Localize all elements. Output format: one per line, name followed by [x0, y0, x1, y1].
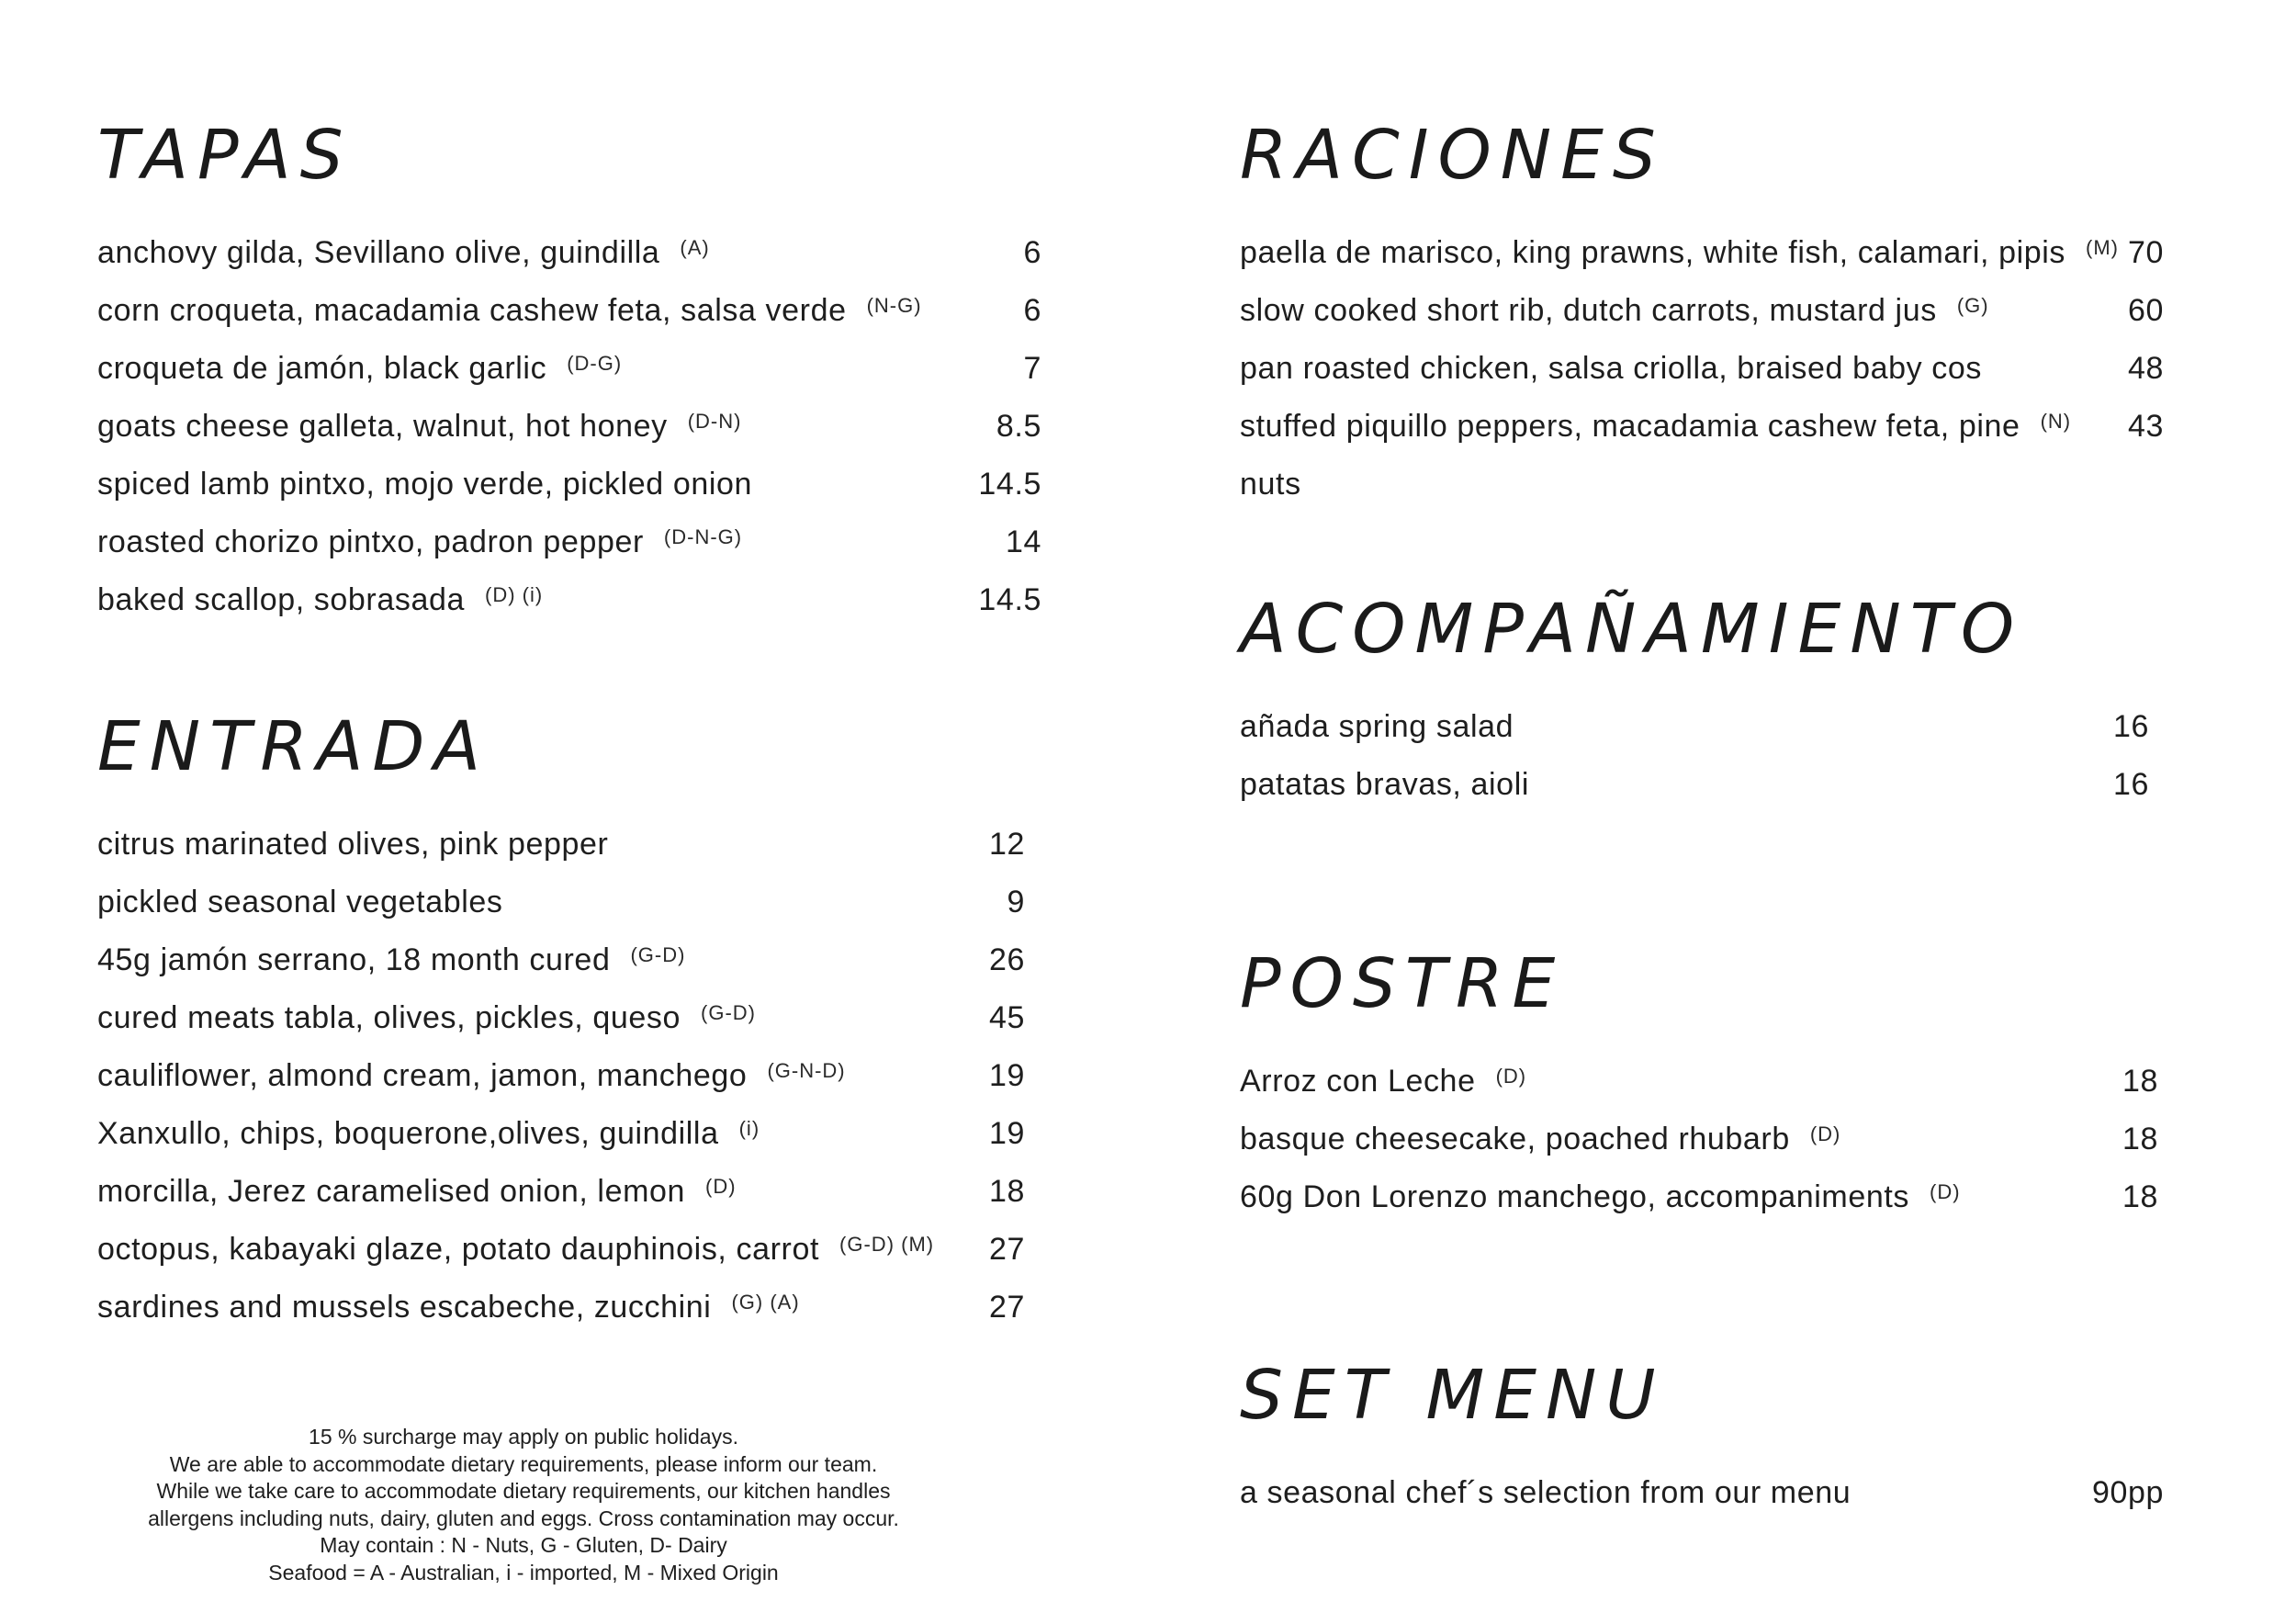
menu-item [1240, 1053, 2158, 1111]
menu-item [1240, 282, 2164, 340]
item-price: 26 [988, 942, 1025, 977]
item-name: cured meats tabla, olives, pickles, queso [97, 1000, 681, 1035]
item-price: 16 [2112, 767, 2149, 802]
item-allergen-tags: (D) [705, 1174, 737, 1198]
item-price: 9 [1007, 885, 1025, 919]
item-price: 43 [2127, 409, 2164, 444]
item-price: 60 [2127, 293, 2164, 328]
footnote-line: Seafood = A - Australian, i - imported, M - Mixed Origin [268, 1560, 779, 1585]
item-allergen-tags: (G-D) [630, 942, 686, 966]
footnote-line: While we take care to accommodate dietary requirements, our kitchen handles [156, 1479, 891, 1503]
item-name: corn croqueta, macadamia cashew feta, salsa verde [97, 293, 847, 328]
item-allergen-tags: (i) [738, 1116, 760, 1140]
menu-item [97, 513, 1041, 571]
item-name: Arroz con Leche [1240, 1064, 1476, 1099]
item-allergen-tags: (N-G) [866, 293, 922, 317]
section-set-menu [1240, 1356, 2164, 1522]
footnote-line: We are able to accommodate dietary requirements, please inform our team. [169, 1451, 878, 1476]
item-price: 27 [988, 1290, 1025, 1325]
item-allergen-tags: (N) [2040, 409, 2072, 433]
item-price: 18 [988, 1174, 1025, 1209]
item-price: 6 [1023, 235, 1041, 270]
section-raciones [1240, 116, 2164, 513]
item-name: goats cheese galleta, walnut, hot honey [97, 409, 668, 444]
item-name: anchovy gilda, Sevillano olive, guindilla [97, 235, 660, 270]
menu-item [97, 282, 1041, 340]
item-price: 16 [2112, 709, 2149, 744]
menu-item [97, 1279, 1025, 1336]
section-title-set-menu: SET MENU [1240, 1356, 1665, 1435]
menu-item [97, 340, 1041, 398]
item-allergen-tags: (D-N-G) [663, 524, 743, 548]
item-price: 48 [2127, 351, 2164, 386]
item-allergen-tags: (G-D) [701, 1000, 757, 1024]
item-name: añada spring salad [1240, 709, 1514, 744]
footnote [92, 1424, 955, 1586]
item-allergen-tags: (D) (i) [485, 582, 544, 606]
item-name: Xanxullo, chips, boquerone,olives, guindilla [97, 1116, 719, 1151]
menu-item [1240, 756, 2149, 814]
item-allergen-tags: (G-N-D) [767, 1058, 846, 1082]
menu-item [1240, 1464, 2164, 1522]
menu-item [1240, 1168, 2158, 1226]
item-name: pickled seasonal vegetables [97, 885, 503, 919]
item-allergen-tags: (D-G) [567, 351, 623, 375]
item-name: paella de marisco, king prawns, white fish, calamari, pipis [1240, 235, 2065, 270]
item-name: basque cheesecake, poached rhubarb [1240, 1122, 1790, 1156]
menu-item [97, 1047, 1025, 1105]
menu-item [1240, 340, 2164, 398]
menu-item [97, 1105, 1025, 1163]
item-name: spiced lamb pintxo, mojo verde, pickled onion [97, 467, 753, 502]
menu-item [97, 1163, 1025, 1221]
section-title-entrada: ENTRADA [97, 707, 490, 786]
item-name: patatas bravas, aioli [1240, 767, 1529, 802]
item-allergen-tags: (M) [2086, 235, 2119, 259]
footnote-line: May contain : N - Nuts, G - Gluten, D- Dairy [320, 1533, 727, 1557]
menu-item [97, 456, 1041, 513]
item-allergen-tags: (A) [680, 235, 710, 259]
section-postre [1240, 944, 2158, 1226]
item-price: 18 [2122, 1064, 2158, 1099]
item-price: 19 [988, 1058, 1025, 1093]
item-price: 90pp [2091, 1475, 2164, 1510]
item-price: 7 [1023, 351, 1041, 386]
footnote-line: 15 % surcharge may apply on public holidays. [309, 1425, 738, 1449]
item-allergen-tags: (D-N) [687, 409, 742, 433]
menu-item [97, 571, 1041, 629]
menu-item [97, 398, 1041, 456]
section-entrada [97, 707, 1025, 1336]
menu-item [1240, 1111, 2158, 1168]
item-allergen-tags: (D) [1930, 1179, 1961, 1203]
item-name: citrus marinated olives, pink pepper [97, 827, 609, 862]
menu-item [1240, 224, 2164, 282]
section-title-tapas: TAPAS [97, 116, 353, 195]
section-title-postre: POSTRE [1240, 944, 1565, 1023]
item-name: slow cooked short rib, dutch carrots, mustard jus [1240, 293, 1937, 328]
item-name: cauliflower, almond cream, jamon, manchego [97, 1058, 748, 1093]
item-allergen-tags: (G) [1956, 293, 1989, 317]
menu-item [97, 816, 1025, 874]
menu-item [97, 1221, 1025, 1279]
item-name: croqueta de jamón, black garlic [97, 351, 547, 386]
menu-item [97, 874, 1025, 931]
item-price: 14.5 [978, 582, 1041, 617]
menu-item [1240, 398, 2164, 456]
item-price: 70 [2127, 235, 2164, 270]
item-name: 60g Don Lorenzo manchego, accompaniments [1240, 1179, 1909, 1214]
item-allergen-tags: (G-D) (M) [839, 1232, 935, 1256]
item-name: sardines and mussels escabeche, zucchini [97, 1290, 712, 1325]
menu-item [97, 224, 1041, 282]
item-name-continuation: nuts [1240, 467, 1301, 502]
section-title-raciones: RACIONES [1240, 116, 1665, 195]
item-price: 8.5 [996, 409, 1041, 444]
item-name: stuffed piquillo peppers, macadamia cashew feta, pine [1240, 409, 2020, 444]
item-name: roasted chorizo pintxo, padron pepper [97, 524, 644, 559]
section-tapas [97, 116, 1041, 629]
item-name: a seasonal chef´s selection from our menu [1240, 1475, 1851, 1510]
section-title-acompanamiento: ACOMPAÑAMIENTO [1240, 590, 2024, 669]
item-name: baked scallop, sobrasada [97, 582, 465, 617]
item-price: 18 [2122, 1179, 2158, 1214]
item-price: 27 [988, 1232, 1025, 1267]
item-allergen-tags: (D) [1495, 1064, 1527, 1088]
item-price: 18 [2122, 1122, 2158, 1156]
item-name: octopus, kabayaki glaze, potato dauphinois, carrot [97, 1232, 820, 1267]
item-allergen-tags: (D) [1809, 1122, 1841, 1145]
item-name: 45g jamón serrano, 18 month cured [97, 942, 611, 977]
footnote-line: allergens including nuts, dairy, gluten and eggs. Cross contamination may occur. [148, 1506, 899, 1530]
item-price: 45 [988, 1000, 1025, 1035]
section-acompanamiento [1240, 590, 2149, 814]
item-price: 6 [1023, 293, 1041, 328]
menu-item [97, 931, 1025, 989]
item-price: 12 [988, 827, 1025, 862]
menu-item [1240, 698, 2149, 756]
item-name: pan roasted chicken, salsa criolla, braised baby cos [1240, 351, 1982, 386]
menu-item [97, 989, 1025, 1047]
item-price: 14 [1005, 524, 1041, 559]
item-allergen-tags: (G) (A) [731, 1290, 800, 1314]
item-price: 14.5 [978, 467, 1041, 502]
item-price: 19 [988, 1116, 1025, 1151]
item-name: morcilla, Jerez caramelised onion, lemon [97, 1174, 686, 1209]
